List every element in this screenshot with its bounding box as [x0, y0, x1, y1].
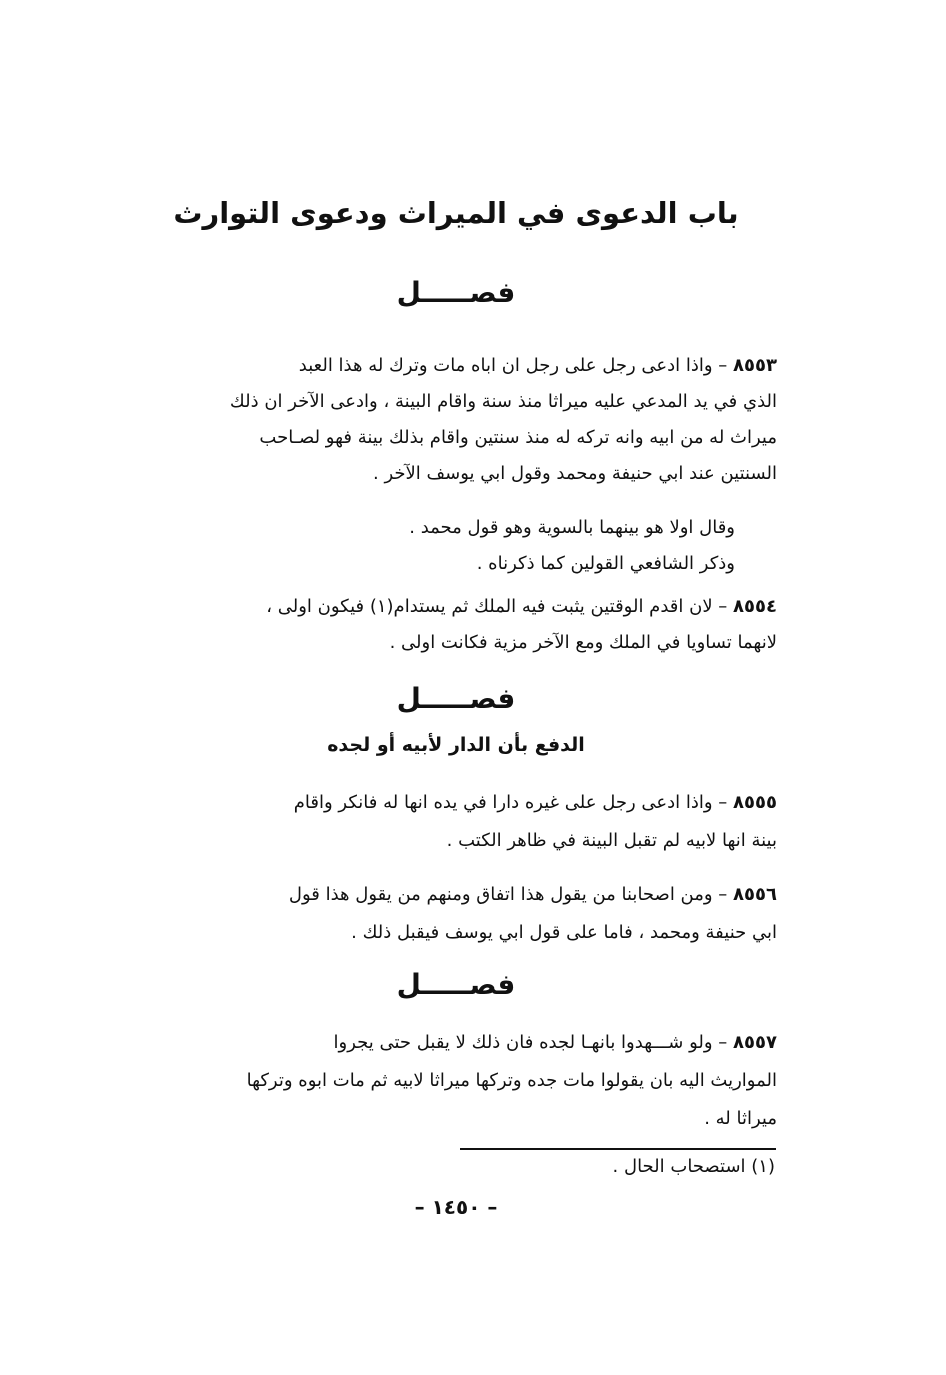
- paragraph-8553-cont: [135, 510, 735, 582]
- section-heading-3: فصـــــل: [396, 968, 516, 1001]
- paragraph-line: ميراثا له .: [704, 1108, 777, 1129]
- chapter-title: باب الدعوى في الميراث ودعوى التوارث: [173, 196, 739, 230]
- paragraph-line: ٨٥٥٤ – لان اقدم الوقتين يثبت فيه الملك ثم يستدام(١) فيكون اولى ،: [266, 596, 777, 617]
- paragraph-line: المواريث اليه بان يقولوا مات جده وتركها ميراثا لابيه ثم مات ابوه وتركها: [246, 1070, 777, 1091]
- paragraph-8557: [135, 1024, 777, 1138]
- paragraph-line: ٨٥٥٧ – ولو شـــهدوا بانهـا لجده فان ذلك لا يقبل حتى يجروا: [333, 1032, 777, 1053]
- paragraph-8556: [135, 876, 777, 952]
- paragraph-line: وذكر الشافعي القولين كما ذكرناه .: [476, 553, 735, 574]
- paragraph-line: السنتين عند ابي حنيفة ومحمد وقول ابي يوسف الآخر .: [373, 463, 777, 484]
- paragraph-line: الذي في يد المدعي عليه ميراثا منذ سنة واقام البينة ، وادعى الآخر ان ذلك: [229, 391, 777, 412]
- paragraph-number: ٨٥٥٦: [733, 884, 777, 905]
- section-heading-1: فصـــــل: [396, 276, 516, 309]
- paragraph-8553: [135, 348, 777, 492]
- paragraph-line: ٨٥٥٣ – واذا ادعى رجل على رجل ان اباه مات وترك له هذا العبد: [298, 355, 777, 376]
- paragraph-number: ٨٥٥٣: [733, 355, 777, 376]
- paragraph-number: ٨٥٥٥: [733, 792, 777, 813]
- paragraph-line: ميراث له من ابيه وانه تركه له منذ سنتين واقام بذلك بينة فهو لصـاحب: [259, 427, 777, 448]
- section-subheading: الدفع بأن الدار لأبيه أو لجده: [327, 734, 585, 756]
- paragraph-8554: [135, 589, 777, 661]
- paragraph-number: ٨٥٥٤: [733, 596, 777, 617]
- page-number: – ١٤٥٠ –: [414, 1195, 498, 1219]
- paragraph-line: لانهما تساويا في الملك ومع الآخر مزية فكانت اولى .: [389, 632, 777, 653]
- paragraph-line: ابي حنيفة ومحمد ، فاما على قول ابي يوسف فيقبل ذلك .: [351, 922, 777, 943]
- paragraph-line: بينة انها لابيه لم تقبل البينة في ظاهر الكتب .: [446, 830, 777, 851]
- paragraph-8555: [135, 784, 777, 860]
- paragraph-line: ٨٥٥٥ – واذا ادعى رجل على غيره دارا في يده انها له فانكر واقام: [293, 792, 777, 813]
- section-heading-2: فصـــــل: [396, 682, 516, 715]
- paragraph-line: وقال اولا هو بينهما بالسوية وهو قول محمد .: [409, 517, 735, 538]
- footnote: (١) استصحاب الحال .: [612, 1156, 775, 1177]
- paragraph-line: ٨٥٥٦ – ومن اصحابنا من يقول هذا اتفاق ومنهم من يقول هذا قول: [288, 884, 777, 905]
- paragraph-number: ٨٥٥٧: [733, 1032, 777, 1053]
- footnote-divider: [460, 1148, 776, 1150]
